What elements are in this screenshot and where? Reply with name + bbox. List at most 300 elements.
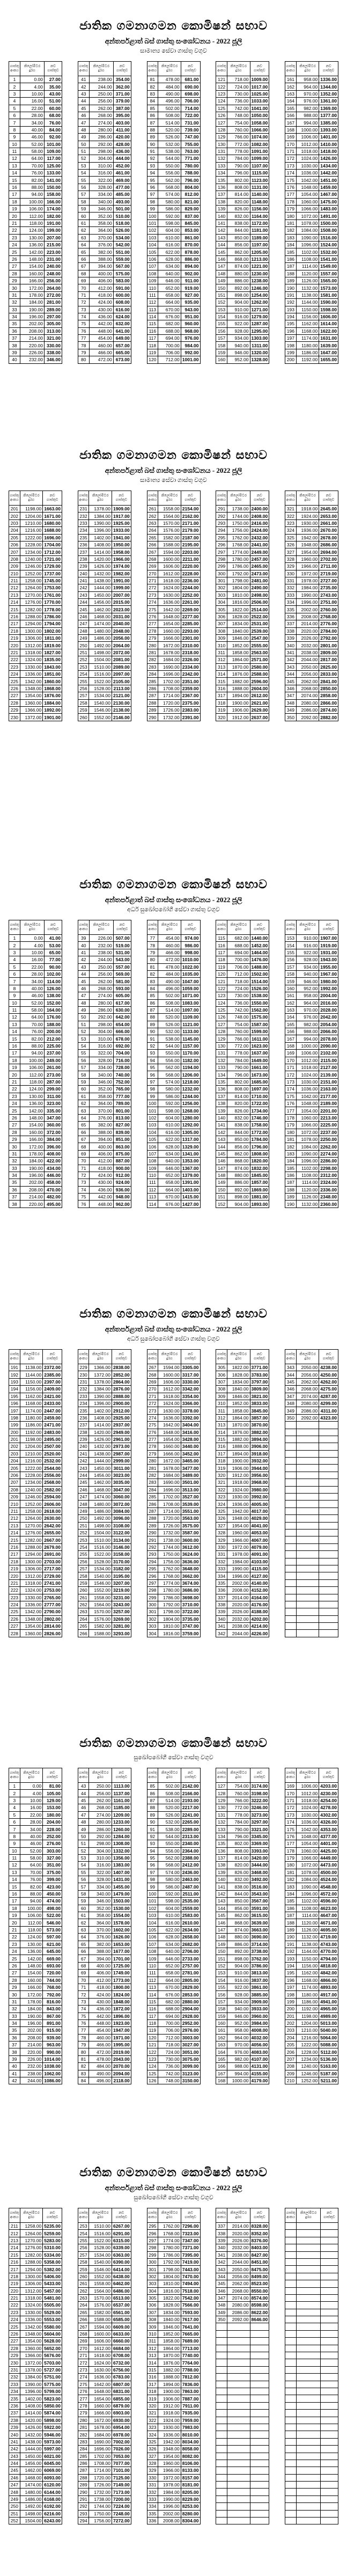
fare-table [285, 1349, 338, 1637]
distance-km: 418.00 [89, 1984, 112, 1990]
distance-km: 1126.00 [296, 1926, 319, 1933]
table-row [147, 714, 200, 721]
fare-number: 5 [9, 1811, 20, 1818]
table-row [147, 2258, 200, 2265]
fare-amount: 919.00 [181, 284, 200, 291]
fare-amount: 1071.00 [181, 992, 200, 999]
fare-amount: 2201.00 [319, 1107, 338, 1114]
fare-number: 81 [78, 2055, 89, 2062]
distance-km: 1366.00 [89, 1364, 112, 1371]
fare-number [285, 1608, 297, 1615]
fare-number: 12 [9, 1014, 20, 1021]
fare-amount: 1205.00 [250, 248, 269, 255]
table-row [147, 527, 200, 534]
distance-km: 598.00 [158, 219, 181, 226]
table-row [216, 2402, 269, 2409]
table-row [9, 1912, 62, 1919]
distance-km: 706.00 [158, 2027, 181, 2034]
fare-number: 61 [78, 1093, 89, 1100]
distance-km: 880.00 [227, 1934, 250, 1941]
table-row [216, 227, 269, 234]
table-row [147, 1977, 200, 1984]
fare-number: 342 [216, 1630, 227, 1637]
table-row [216, 1186, 269, 1193]
fare-amount: 4302.00 [319, 1811, 338, 1818]
distance-km: 184.00 [20, 299, 45, 306]
fare-amount: 1943.00 [319, 956, 338, 963]
column-header: නව ගාස්තුව [112, 491, 131, 506]
distance-km [296, 1522, 319, 1529]
fare-amount: 2535.00 [181, 1898, 200, 1905]
fare-amount: 744.00 [43, 1977, 62, 1984]
fare-number: 99 [147, 1883, 158, 1890]
fare-number: 41 [78, 76, 89, 83]
fare-amount: 4103.00 [250, 1558, 269, 1565]
fare-number: 168 [285, 126, 297, 133]
distance-km: 526.00 [158, 1021, 181, 1028]
fare-number: 200 [285, 2006, 297, 2012]
fare-amount: 5751.00 [43, 2374, 62, 2381]
distance-km: 730.00 [227, 90, 250, 97]
table-row [9, 1797, 62, 1804]
fare-number: 174 [285, 1086, 297, 1093]
distance-km: 478.00 [158, 76, 181, 83]
fare-number: 92 [147, 1833, 158, 1840]
fare-number: 102 [147, 1114, 158, 1121]
fare-number: 52 [78, 1028, 89, 1035]
table-row [285, 1501, 338, 1507]
table-row [9, 519, 62, 526]
distance-km: 670.00 [158, 1194, 181, 1201]
fare-amount: 4008.00 [250, 2027, 269, 2034]
fare-number: 165 [216, 2055, 227, 2062]
fare-columns [9, 920, 338, 1208]
fare-amount: 2987.00 [112, 1450, 131, 1457]
table-row [216, 1790, 269, 1797]
table-row [216, 935, 269, 942]
table-row [216, 1587, 269, 1594]
table-row [9, 635, 62, 642]
distance-km: 1348.00 [20, 685, 43, 692]
fare-number: 91 [147, 1035, 158, 1042]
table-row [147, 155, 200, 162]
table-row [147, 170, 200, 177]
fare-amount: 1182.00 [181, 1057, 200, 1064]
fare-number: 125 [147, 2070, 158, 2077]
fare-amount: 6660.00 [112, 2338, 131, 2345]
fare-number: 160 [216, 356, 227, 363]
fare-amount: 939.00 [43, 2034, 62, 2041]
distance-km: 352.00 [89, 1905, 112, 1912]
distance-km [297, 2230, 321, 2237]
fare-number: 177 [285, 1840, 297, 1847]
fare-number: 268 [147, 1371, 158, 1378]
table-row [147, 1479, 200, 1486]
fare-amount: 3269.00 [112, 1615, 131, 1622]
distance-km: 724.00 [227, 83, 250, 90]
table-row [9, 234, 62, 241]
distance-km: 58.00 [20, 1854, 43, 1861]
fare-amount: 1426.00 [319, 155, 338, 162]
fare-number: 293 [147, 1551, 158, 1558]
fare-amount: 1185.00 [112, 1804, 131, 1811]
fare-number: 178 [285, 198, 297, 205]
fare-number [285, 1543, 297, 1550]
fare-number: 309 [147, 2323, 158, 2330]
fare-amount: 399.00 [43, 1876, 62, 1883]
page-title: ජාතික ගමනාගමන කොමිෂන් සභාව [79, 1737, 268, 1750]
table-row [285, 148, 338, 155]
fare-number: 114 [147, 313, 158, 320]
column-header: කිලෝමීටර දුරග [227, 62, 250, 76]
distance-km: 862.00 [227, 1912, 250, 1919]
table-row [285, 1172, 338, 1179]
distance-km: 1804.00 [227, 584, 250, 591]
fare-number: 69 [78, 277, 89, 284]
table-row [9, 649, 62, 656]
fare-number: 328 [147, 2460, 158, 2467]
table-row [147, 2431, 200, 2438]
table-row [9, 241, 62, 248]
column-header: ගාස්තු අංකය [216, 491, 227, 506]
distance-km: 364.00 [89, 227, 113, 234]
fare-number: 97 [147, 191, 158, 198]
table-row [285, 1630, 338, 1637]
table-row [216, 299, 269, 306]
distance-km: 1558.00 [89, 1594, 112, 1601]
distance-km: 1108.00 [296, 1172, 319, 1179]
fare-amount: 261.00 [45, 1064, 62, 1071]
distance-km: 1846.00 [227, 1393, 250, 1400]
distance-km: 1372.00 [20, 714, 43, 721]
distance-km: 550.00 [158, 1840, 181, 1847]
fare-number: 105 [147, 248, 158, 255]
fare-number [285, 1436, 297, 1443]
distance-km [297, 2431, 321, 2438]
fare-amount: 8034.00 [181, 2438, 200, 2445]
table-row [147, 2330, 200, 2337]
fare-amount: 92.00 [45, 134, 62, 141]
fare-number: 123 [216, 992, 227, 999]
fare-amount: 3894.00 [250, 1436, 269, 1443]
table-row [216, 1551, 269, 1558]
table-row [216, 2503, 269, 2510]
table-row [147, 284, 200, 291]
fare-amount [319, 1615, 338, 1622]
fare-amount: 8427.00 [250, 2251, 269, 2258]
table-row [147, 2006, 200, 2012]
distance-km: 1024.00 [296, 1804, 319, 1811]
fare-amount: 1802.00 [43, 627, 62, 634]
table-row [285, 1371, 338, 1378]
fare-amount [321, 2223, 338, 2230]
table-row [147, 2424, 200, 2431]
distance-km: 1768.00 [158, 2230, 181, 2237]
fare-number: 143 [216, 1898, 227, 1905]
fare-table [285, 2208, 338, 2524]
fare-number: 128 [216, 1028, 227, 1035]
fare-amount: 2702.00 [319, 555, 338, 562]
fare-number: 20 [9, 1071, 20, 1078]
table-row [9, 1594, 62, 1601]
column-header: නව ගාස්තුව [181, 1350, 200, 1364]
distance-km: 2020.00 [227, 2230, 250, 2237]
distance-km: 838.00 [227, 219, 250, 226]
fare-amount: 1145.00 [181, 1035, 200, 1042]
distance-km: 580.00 [158, 198, 181, 205]
distance-km: 1186.00 [296, 1998, 319, 2005]
table-row [78, 241, 131, 248]
distance-km: 610.00 [158, 1912, 181, 1919]
table-row [78, 2063, 131, 2070]
fare-amount: 3648.00 [181, 1565, 200, 1572]
fare-amount: 1907.00 [319, 935, 338, 942]
fare-number: 133 [216, 1064, 227, 1071]
table-row [285, 1797, 338, 1804]
fare-amount: 1488.00 [250, 963, 269, 970]
table-row [78, 213, 131, 219]
table-row [216, 2034, 269, 2041]
fare-amount: 276.00 [43, 1840, 62, 1847]
distance-km: 1000.00 [296, 126, 319, 133]
fare-number: 278 [147, 1443, 158, 1450]
fare-amount [321, 2482, 338, 2489]
fare-number: 190 [285, 1201, 297, 1208]
fare-number: 343 [285, 1364, 297, 1371]
fare-amount: 2015.00 [112, 599, 131, 606]
fare-number: 213 [9, 2237, 20, 2244]
fare-number: 3 [9, 90, 20, 97]
fare-number: 217 [9, 620, 20, 627]
distance-km: 2026.00 [227, 1608, 250, 1615]
column-header: නව ගාස්තුව [43, 1350, 62, 1364]
fare-amount: 1712.00 [43, 548, 62, 555]
distance-km: 124.00 [20, 1934, 43, 1941]
column-header: ගාස්තු අංකය [147, 1768, 158, 1783]
fare-number: 176 [285, 184, 297, 191]
distance-km: 1774.00 [227, 548, 250, 555]
fare-number: 24 [9, 241, 20, 248]
table-row [78, 606, 131, 613]
distance-km: 1084.00 [296, 227, 319, 234]
fare-number: 69 [78, 1150, 89, 1157]
distance-km [297, 2258, 321, 2265]
table-row [78, 1601, 131, 1608]
fare-number: 11 [9, 148, 20, 155]
table-row [285, 534, 338, 541]
table-row [147, 112, 200, 119]
table-row [147, 2302, 200, 2309]
fare-amount: 3468.00 [250, 1869, 269, 1876]
table-row [285, 1998, 338, 2005]
distance-km: 1756.00 [227, 527, 250, 534]
fare-amount [250, 2417, 269, 2424]
fare-number: 70 [78, 1158, 89, 1165]
fare-number: 247 [9, 2482, 20, 2489]
distance-km: 2068.00 [296, 1386, 319, 1393]
table-row [216, 1797, 269, 1804]
fare-amount: 657.00 [113, 342, 131, 349]
fare-amount: 2072.00 [112, 649, 131, 656]
fare-amount: 4107.00 [250, 2055, 269, 2062]
fare-amount: 2324.00 [319, 1179, 338, 1186]
fare-number: 55 [78, 1050, 89, 1057]
fare-amount: 2220.00 [181, 563, 200, 570]
fare-number: 347 [216, 2294, 227, 2301]
table-row [285, 83, 338, 90]
distance-km: 1816.00 [158, 2287, 181, 2294]
distance-km: 202.00 [20, 1179, 45, 1186]
fare-number: 283 [78, 2438, 89, 2445]
distance-km: 922.00 [227, 1984, 250, 1990]
distance-km: 460.00 [158, 942, 181, 949]
fare-amount: 7053.00 [112, 2453, 131, 2460]
fare-amount: 1393.00 [319, 126, 338, 133]
fare-number: 7 [9, 1826, 20, 1833]
distance-km: 1978.00 [296, 577, 319, 584]
fare-amount: 2604.00 [250, 685, 269, 692]
table-row [216, 992, 269, 999]
fare-number: 87 [147, 1006, 158, 1013]
distance-km: 1912.00 [158, 2402, 181, 2409]
table-row [9, 1919, 62, 1926]
distance-km: 1966.00 [158, 2467, 181, 2474]
table-row [285, 255, 338, 262]
distance-km: 1564.00 [158, 513, 181, 519]
fare-number [285, 2460, 297, 2467]
distance-km: 2002.00 [227, 1579, 250, 1586]
table-row [285, 1818, 338, 1825]
table-row [216, 1021, 269, 1028]
table-row [147, 1579, 200, 1586]
distance-km: 2038.00 [296, 649, 319, 656]
column-header: නව ගාස්තුව [319, 62, 338, 76]
distance-km: 1426.00 [89, 563, 112, 570]
distance-km: 868.00 [227, 255, 250, 262]
distance-km: 532.00 [158, 141, 181, 148]
fare-number: 153 [285, 935, 297, 942]
table-row [147, 313, 200, 320]
distance-km: 1132.00 [296, 284, 319, 291]
distance-km: 148.00 [20, 1114, 45, 1121]
table-row [9, 2273, 62, 2280]
table-row [147, 206, 200, 213]
distance-km: 256.00 [89, 1790, 112, 1797]
table-row [9, 1143, 62, 1150]
fare-amount: 5187.00 [319, 2070, 338, 2077]
fare-number: 288 [147, 1515, 158, 1522]
fare-number: 198 [285, 342, 297, 349]
fare-number: 53 [78, 162, 89, 169]
table-row [78, 599, 131, 606]
fare-amount: 666.00 [113, 1028, 131, 1035]
distance-km: 526.00 [158, 1811, 181, 1818]
distance-km: 1900.00 [158, 2388, 181, 2395]
distance-km [297, 2280, 321, 2287]
table-row [147, 227, 200, 234]
fare-amount: 1538.00 [250, 992, 269, 999]
column-header: ගාස්තු අංකය [285, 62, 297, 76]
fare-number [285, 1623, 297, 1630]
fare-number: 282 [147, 1472, 158, 1479]
fare-amount: 7002.00 [112, 2438, 131, 2445]
fare-number: 50 [78, 1833, 89, 1840]
table-row [147, 2294, 200, 2301]
fare-amount: 1107.00 [250, 162, 269, 169]
fare-amount [321, 2251, 338, 2258]
table-row [78, 284, 131, 291]
column-header: කිලෝමීටර දුරග [20, 2208, 43, 2223]
table-row [285, 1042, 338, 1049]
distance-km [227, 2453, 250, 2460]
table-row [216, 1179, 269, 1186]
fare-number: 3 [9, 1797, 20, 1804]
distance-km: 88.00 [20, 184, 45, 191]
distance-km: 160.00 [20, 1129, 45, 1136]
fare-amount [250, 2352, 269, 2359]
distance-km: 310.00 [89, 1035, 113, 1042]
distance-km: 220.00 [20, 342, 45, 349]
table-row [78, 1407, 131, 1414]
table-row [216, 1977, 269, 1984]
table-row [78, 1630, 131, 1637]
table-row [9, 2027, 62, 2034]
fare-amount: 3084.00 [112, 1507, 131, 1514]
distance-km: 928.00 [227, 1991, 250, 1998]
table-row [216, 148, 269, 155]
distance-km: 718.00 [227, 978, 250, 985]
table-row [9, 1601, 62, 1608]
fare-number: 336 [147, 2518, 158, 2524]
fare-number: 218 [9, 627, 20, 634]
distance-km: 262.00 [89, 978, 113, 985]
table-row [216, 699, 269, 706]
distance-km: 1624.00 [89, 2359, 112, 2366]
distance-km: 970.00 [296, 1006, 319, 1013]
table-row [78, 563, 131, 570]
fare-amount: 3305.00 [181, 1364, 200, 1371]
fare-number: 66 [78, 1129, 89, 1136]
table-row [147, 992, 200, 999]
distance-km: 412.00 [89, 1158, 113, 1165]
fare-amount: 90.00 [45, 963, 62, 970]
table-row [9, 1064, 62, 1071]
distance-km: 1030.00 [296, 162, 319, 169]
fare-number: 216 [9, 613, 20, 620]
fare-number: 93 [147, 1840, 158, 1847]
table-row [9, 1926, 62, 1933]
table-row [9, 1407, 62, 1414]
table-row [285, 1165, 338, 1172]
fare-number: 144 [216, 1905, 227, 1912]
fare-amount: 2826.00 [43, 1630, 62, 1637]
fare-number: 208 [285, 2063, 297, 2070]
fare-number [216, 2417, 227, 2424]
distance-km: 226.00 [89, 935, 113, 942]
distance-km: 1186.00 [20, 1422, 43, 1429]
distance-km: 1606.00 [89, 2338, 112, 2345]
fare-amount: 1317.00 [181, 1136, 200, 1143]
fare-amount: 1868.00 [43, 685, 62, 692]
distance-km: 130.00 [20, 1941, 43, 1948]
table-row [9, 277, 62, 284]
distance-km: 958.00 [296, 992, 319, 999]
fare-amount: 1308.00 [112, 1840, 131, 1847]
table-row [9, 541, 62, 548]
fare-number [285, 1587, 297, 1594]
distance-km: 1282.00 [20, 1536, 43, 1543]
table-row [285, 1934, 338, 1941]
